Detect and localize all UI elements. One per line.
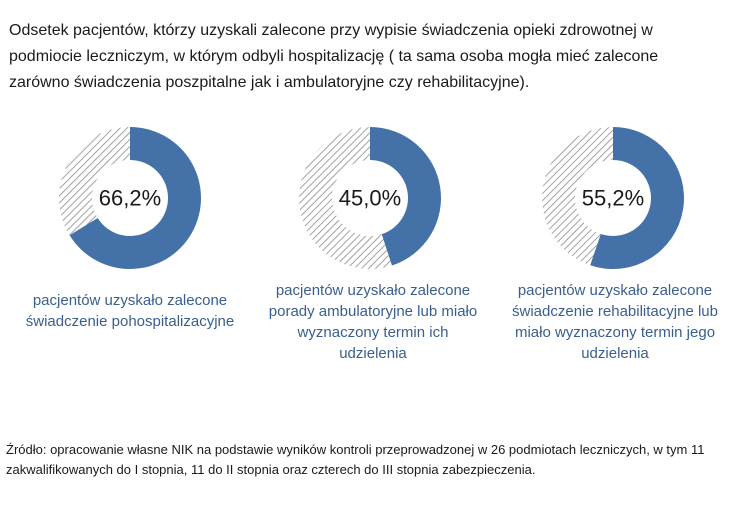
donut-1-value-label: 66,2% [98, 185, 162, 211]
donut-3 [542, 127, 684, 269]
donut-1 [59, 127, 201, 269]
donut-1-caption: pacjentów uzyskało zalecone świadczenie pohospitalizacyjne [25, 292, 235, 330]
donut-3-value-label: 55,2% [581, 185, 645, 211]
donut-1-remainder-segment [59, 127, 130, 235]
chart-title: Odsetek pacjentów, którzy uzyskali zalecone przy wypisie świadczenia opieki zdrowotnej w podmiocie leczniczym, w którym odbyli hospitalizację ( ta sama osoba mogła mieć zalecone zarówno świadczenia poszpitalne jak i ambulatoryjne czy rehabilitacyjne). [9, 22, 659, 91]
donut-3-caption: pacjentów uzyskało zalecone świadczenie rehabilitacyjne lub miało wyznaczony termin jego udzielenia [512, 282, 718, 362]
donut-2-value-label: 45,0% [338, 185, 402, 211]
source-note: Źródło: opracowanie własne NIK na podstawie wyników kontroli przeprowadzonej w 26 podmiotach leczniczych, w tym 11 zakwalifikowanych do I stopnia, 11 do II stopnia oraz czterech do III stopnia zabezpieczenia. [6, 442, 705, 477]
donut-2 [299, 127, 441, 269]
donut-2-caption: pacjentów uzyskało zalecone porady ambulatoryjne lub miało wyznaczony termin ich udzielenia [268, 282, 478, 362]
